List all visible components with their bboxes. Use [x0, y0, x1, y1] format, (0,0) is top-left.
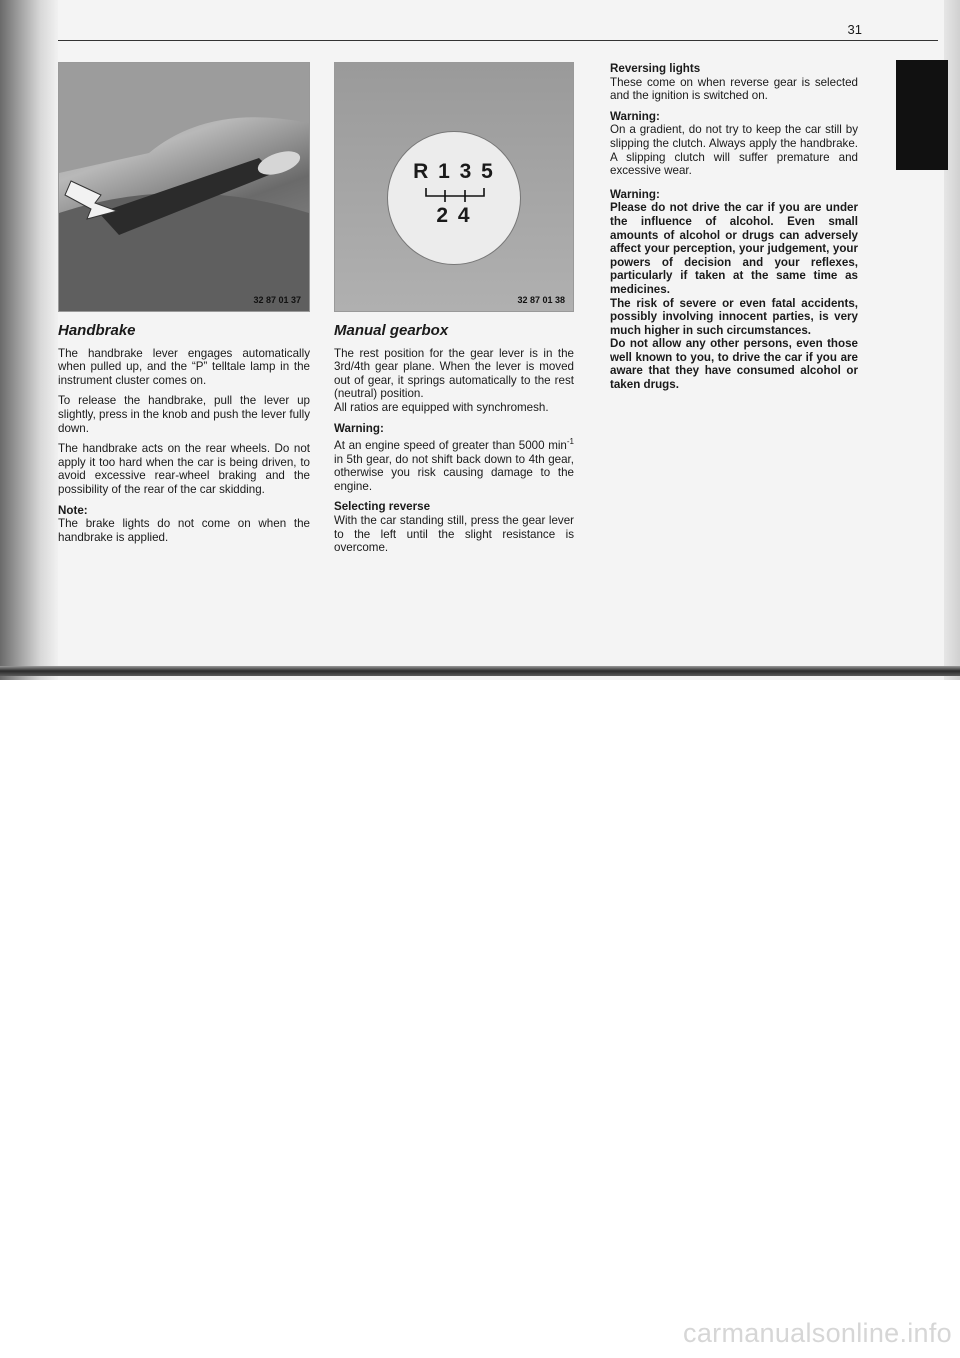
paragraph-text: All ratios are equipped with synchromesh. [334, 400, 549, 414]
warning-label: Warning: [334, 421, 384, 435]
paragraph [334, 347, 574, 415]
note-text: The brake lights do not come on when the handbrake is applied. [58, 517, 310, 544]
paragraph: The handbrake acts on the rear wheels. Do not apply it too hard when the car is being driven, to avoid excessive rear-wheel braking and the possibility of the rear of the car skidding. [58, 442, 310, 496]
alcohol-warning [610, 188, 858, 392]
paragraph-text: The rest position for the gear lever is in the 3rd/4th gear plane. When the lever is moved out of gear, it springs automatically to the rest (neutral) position. [334, 346, 574, 401]
page-bottom-edge [0, 666, 960, 676]
subheading: Selecting reverse [334, 500, 431, 514]
header-rule [58, 40, 938, 41]
warning-text-post: in 5th gear, do not shift back down to 4th gear, otherwise you risk causing damage to the engine. [334, 452, 574, 493]
reversing-lights [610, 62, 858, 103]
paragraph-text: These come on when reverse gear is selected and the ignition is switched on. [610, 75, 858, 103]
paragraph: The handbrake lever engages automatically when pulled up, and the “P” telltale lamp in the instrument cluster comes on. [58, 346, 310, 387]
shift-gate-icon [388, 186, 520, 206]
section-heading: Manual gearbox [334, 322, 449, 339]
shift-pattern-bottom: 2 4 [436, 204, 472, 227]
warning-label: Warning: [610, 187, 660, 201]
shift-pattern-top: R 1 3 5 [413, 160, 495, 183]
chapter-thumb-tab [896, 60, 948, 170]
handbrake-section [58, 324, 310, 551]
warning-label: Warning: [610, 109, 660, 123]
handbrake-illustration [59, 63, 309, 311]
gearbox-section [334, 324, 574, 562]
warning-text-pre: At an engine speed of greater than 5000 min [334, 439, 567, 453]
warning [334, 422, 574, 494]
note-label: Note: [58, 503, 88, 517]
shift-pattern-disc [387, 131, 521, 265]
paragraph-text: With the car standing still, press the gear lever to the left until the slight resistance is overcome. [334, 513, 574, 555]
shift-pattern-figure [334, 62, 574, 312]
figure-code: 32 87 01 37 [253, 295, 301, 305]
warning-superscript: -1 [566, 437, 574, 447]
warning [610, 110, 858, 178]
section-heading: Handbrake [58, 322, 136, 339]
subheading: Reversing lights [610, 62, 701, 75]
paragraph: To release the handbrake, pull the lever up slightly, press in the knob and push the lever fully down. [58, 394, 310, 435]
handbrake-photo [58, 62, 310, 312]
figure-code: 32 87 01 38 [517, 295, 565, 305]
page-number: 31 [847, 22, 862, 37]
watermark-url: carmanualsonline.info [683, 1318, 952, 1348]
reversing-section [610, 62, 858, 392]
note [58, 504, 310, 545]
warning-text: The risk of severe or even fatal accidents, possibly involving innocent parties, is very much higher in such circumstances. [610, 296, 858, 337]
warning-text: On a gradient, do not try to keep the car still by slipping the clutch. Always apply the handbrake. A slipping clutch will suffer premature and excessive wear. [610, 123, 858, 178]
warning-text: Please do not drive the car if you are under the influence of alcohol. Even small amounts of alcohol or drugs can adversely affect your perception, your judgement, your powers of decision and your reflexes, particularly if taken at the same time as medicines. [610, 201, 858, 296]
reverse-instructions [334, 500, 574, 554]
warning-text: Do not allow any other persons, even those well known to you, to drive the car if you are aware that they have consumed alcohol or taken drugs. [610, 337, 858, 392]
page-binding-shadow [0, 0, 58, 680]
